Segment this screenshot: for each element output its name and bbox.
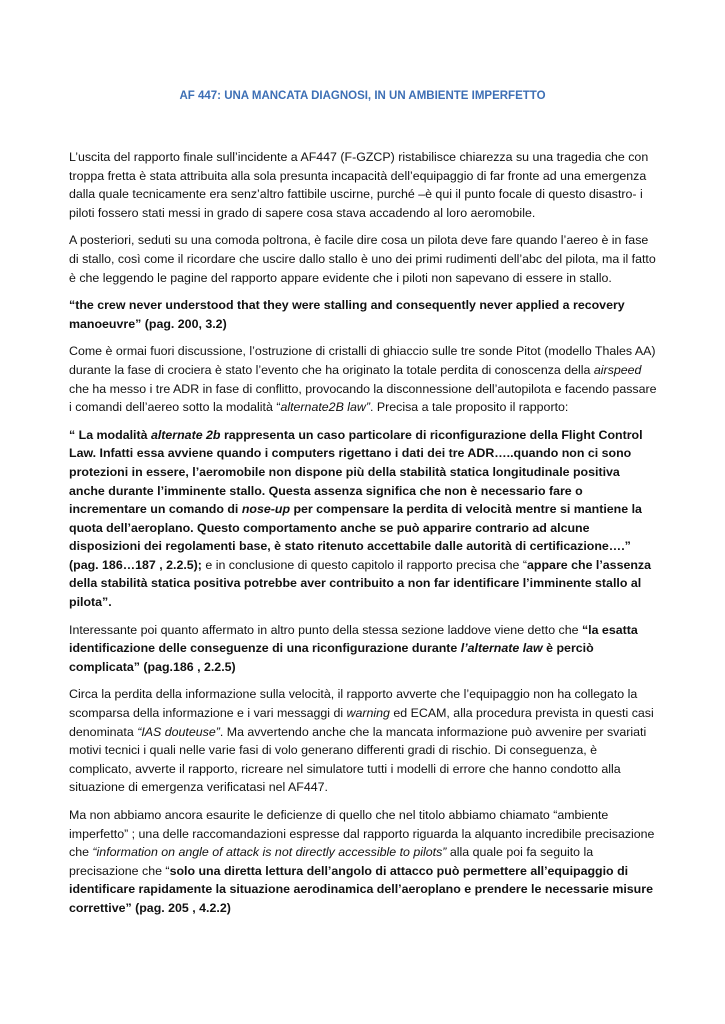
paragraph-1: L’uscita del rapporto finale sull’incidente a AF447 (F-GZCP) ristabilisce chiarezza su una tragedia che con troppa fretta è stata attribuita alla sola presunta incapacità dell’equipaggio di far fronte ad una emergenza dalla quale tecnicamente era senz’altro fattibile uscirne, purché –è qui il punto focale di questo disastro- i piloti fossero stati messi in grado di sapere cosa stava accadendo al loro aeromobile. — [69, 150, 649, 220]
paragraph-5 — [69, 621, 657, 677]
paragraph-5-part-a: Interessante poi quanto affermato in altro punto della stessa sezione laddove viene detto che — [69, 622, 582, 637]
paragraph-5-italic-law: l’alternate law — [460, 641, 543, 656]
paragraph-5-bold-b: “la esatta identificazione delle conseguenze di una riconfigurazione durante — [69, 622, 638, 656]
document-title: AF 447: UNA MANCATA DIAGNOSI, IN UN AMBIENTE IMPERFETTO — [179, 90, 546, 102]
paragraph-5-bold-c: è perciò complicata” (pag.186 , 2.2.5) — [69, 641, 594, 674]
paragraph-7-italic-aoa: “information on angle of attack is not directly accessible to pilots” — [92, 845, 447, 860]
paragraph-6-part-b: ed ECAM, alla procedura prevista in questi casi denominata — [69, 706, 654, 739]
paragraph-7-part-a: Ma non abbiamo ancora esaurite le deficienze di quello che nel titolo abbiamo chiamato “ambiente imperfetto” ; una delle raccomandazioni espresse dal rapporto riguarda la alquanto incredibile precisazione che — [69, 808, 655, 860]
paragraph-4-quote-open: “ La modalità — [69, 427, 151, 442]
paragraph-2: A posteriori, seduti su una comoda poltrona, è facile dire cosa un pilota deve fare quando l’aereo è in fase di stallo, così come il ricordare che uscire dallo stallo è uno dei primi rudimenti dell’abc del pilota, ma il fatto è che leggendo le pagine del rapporto appare evidente che i piloti non sapevano di essere in stallo. — [69, 233, 656, 285]
paragraph-6-part-a: Circa la perdita della informazione sulla velocità, il rapporto avverte che l’equipaggio non ha collegato la scomparsa della informazione e i vari messaggi di — [69, 687, 638, 721]
paragraph-4-italic-alternate: alternate 2b — [150, 427, 221, 442]
paragraph-3-italic-law: alternate2B law” — [280, 400, 370, 415]
paragraph-4-quote-b: per compensare la perdita di velocità mentre si mantiene la quota dell’aeroplano. Questo comportamento anche se può apparire contrario ad alcune disposizioni dei regolamenti base, è stato ritenuto accettabile dalle autorità di certificazione….” (pag. 186…187 , 2.2.5); — [69, 502, 642, 572]
paragraph-6-part-c: . Ma avvertendo anche che la mancata informazione può avvenire per svariati motivi tecnici i quali nelle varie fasi di volo generano differenti gradi di rischio. Di conseguenza, è complicato, avverte il rapporto, ricreare nel simulatore tutti i modelli di errore che hanno condotto alla situazione di emergenza verificatasi nel AF447. — [69, 724, 647, 795]
paragraph-4-quote-a: rappresenta un caso particolare di riconfigurazione della Flight Control Law. Infatti essa avviene quando i computers rigettano i dati dei tre ADR…..quando non ci sono protezioni in essere, l’aeromobile non dispone più della stabilità statica longitudinale positiva anche durante l’imminente stallo. Questa assenza significa che non è necessario fare o incrementare un comando di — [69, 427, 643, 517]
paragraph-3-italic-airspeed: airspeed — [593, 362, 642, 377]
paragraph-7-bold-c: solo una diretta lettura dell’angolo di attacco può permettere all’equipaggio di identificare rapidamente la situazione aerodinamica dell’aeroplano e prendere le necessarie misure correttive” (pag. 205 , 4.2.2) — [69, 863, 653, 915]
paragraph-4-italic-noseup: nose-up — [241, 502, 291, 517]
paragraph-3 — [69, 342, 657, 416]
paragraph-4-plain: e in conclusione di questo capitolo il rapporto precisa che “ — [201, 557, 528, 572]
quote-crew-text: “the crew never understood that they were stalling and consequently never applied a recovery manoeuvre” (pag. 200, 3.2) — [69, 298, 625, 331]
paragraph-4 — [69, 426, 657, 612]
paragraph-7 — [69, 806, 657, 918]
paragraph-6 — [69, 685, 657, 797]
quote-crew — [69, 296, 657, 333]
paragraph-7-part-b: alla quale poi fa seguito la precisazione che “ — [69, 845, 594, 878]
document-body — [69, 148, 657, 927]
paragraph-3-part-c: . Precisa a tale proposito il rapporto: — [370, 400, 569, 415]
paragraph-6-italic-ias: “IAS douteuse” — [137, 724, 220, 739]
paragraph-3-part-a: Come è ormai fuori discussione, l’ostruzione di cristalli di ghiaccio sulle tre sonde Pitot (modello Thales AA) durante la fase di crociera è stato l’evento che ha originato la totale perdita di conoscenza della — [69, 344, 656, 377]
paragraph-3-part-b: che ha messo i tre ADR in fase di conflitto, provocando la disconnessione dell’autopilota e facendo passare i comandi dell’aereo sotto la modalità “ — [69, 381, 657, 415]
paragraph-6-italic-warning: warning — [346, 706, 390, 721]
paragraph-4-quote-c: appare che l’assenza della stabilità statica positiva potrebbe aver contribuito a non far identificare l’imminente stallo al pilota”. — [69, 557, 652, 610]
